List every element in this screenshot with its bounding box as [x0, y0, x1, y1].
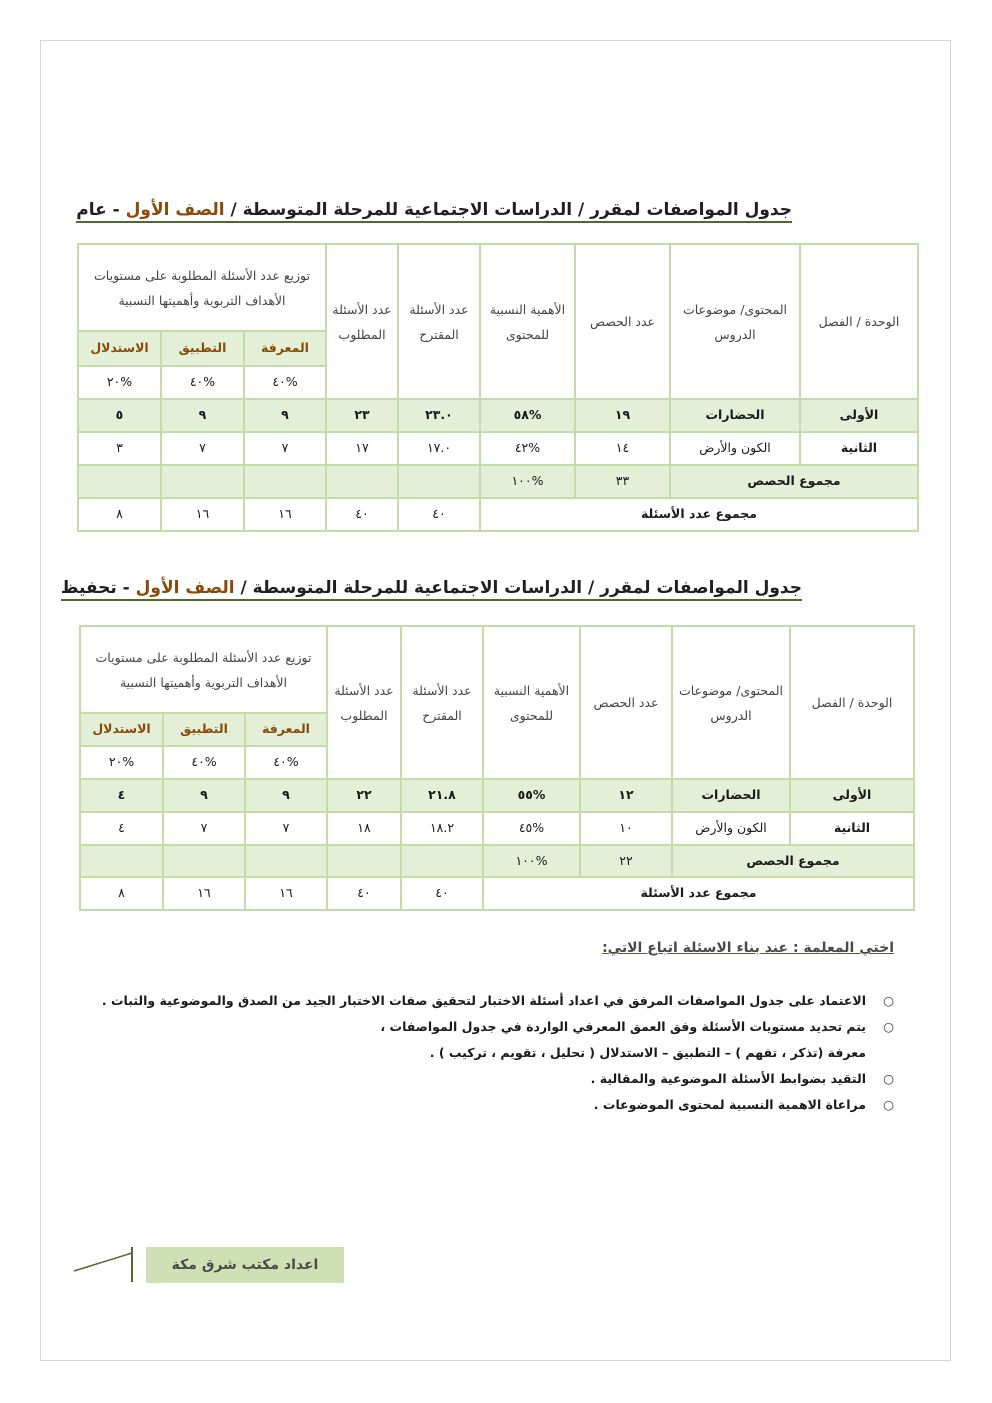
total-required: ٤٠	[327, 877, 401, 910]
table1-title: جدول المواصفات لمقرر / الدراسات الاجتماعية للمرحلة المتوسطة / الصف الأول - عام	[76, 200, 792, 223]
level-application: التطبيق	[163, 713, 245, 746]
header-proposed: عدد الأسئلة المقترح	[401, 626, 483, 779]
row-importance: ٤٢%	[480, 432, 575, 465]
total-periods-row	[78, 465, 918, 498]
header-proposed: عدد الأسئلة المقترح	[398, 244, 480, 399]
list-item	[94, 1092, 894, 1118]
row-application: ٧	[163, 812, 245, 845]
empty-cell	[398, 465, 480, 498]
empty-cell	[161, 465, 244, 498]
row-required: ١٨	[327, 812, 401, 845]
header-importance: الأهمية النسبية للمحتوى	[483, 626, 580, 779]
note-text: مراعاة الاهمية النسبية لمحتوى الموضوعات .	[593, 1097, 866, 1112]
row-importance: ٥٨%	[480, 399, 575, 432]
header-distribution: توزيع عدد الأسئلة المطلوبة على مستويات الأهداف التربوية وأهميتها النسبية	[78, 244, 326, 331]
level-application-pct: ٤٠%	[163, 746, 245, 779]
total-periods: ٢٢	[580, 845, 672, 877]
row-unit: الأولى	[790, 779, 914, 812]
row-periods: ١٩	[575, 399, 670, 432]
bullet-icon: ○	[883, 1019, 894, 1034]
empty-cell	[80, 845, 163, 877]
row-proposed: ٢٣.٠	[398, 399, 480, 432]
notes-title: اختي المعلمة : عند بناء الاسئلة اتباع الاتي:	[602, 940, 894, 956]
level-reasoning-pct: ٢٠%	[78, 366, 161, 399]
row-content: الحضارات	[672, 779, 790, 812]
empty-cell	[245, 845, 327, 877]
header-unit: الوحدة / الفصل	[790, 626, 914, 779]
footer-label: اعداد مكتب شرق مكة	[146, 1247, 344, 1283]
row-content: الحضارات	[670, 399, 800, 432]
total-reasoning: ٨	[80, 877, 163, 910]
row-unit: الثانية	[790, 812, 914, 845]
total-periods: ٣٣	[575, 465, 670, 498]
header-content: المحتوى/ موضوعات الدروس	[670, 244, 800, 399]
footer-decoration	[72, 1244, 136, 1284]
empty-cell	[163, 845, 245, 877]
total-proposed: ٤٠	[401, 877, 483, 910]
total-knowledge: ١٦	[245, 877, 327, 910]
total-questions-label: مجموع عدد الأسئلة	[483, 877, 914, 910]
table-row	[80, 812, 914, 845]
total-questions-label: مجموع عدد الأسئلة	[480, 498, 918, 531]
row-application: ٩	[163, 779, 245, 812]
header-required: عدد الأسئلة المطلوب	[326, 244, 398, 399]
header-distribution: توزيع عدد الأسئلة المطلوبة على مستويات الأهداف التربوية وأهميتها النسبية	[80, 626, 327, 713]
bullet-icon: ○	[883, 993, 894, 1008]
list-item-continuation	[94, 1040, 894, 1066]
list-item	[94, 1066, 894, 1092]
note-text: يتم تحديد مستويات الأسئلة وفق العمق المعرفي الواردة في جدول المواصفات ،	[380, 1019, 866, 1034]
table-row	[78, 399, 918, 432]
total-importance: ١٠٠%	[480, 465, 575, 498]
row-required: ٢٣	[326, 399, 398, 432]
total-knowledge: ١٦	[244, 498, 326, 531]
row-application: ٩	[161, 399, 244, 432]
table2-title: جدول المواصفات لمقرر / الدراسات الاجتماعية للمرحلة المتوسطة / الصف الأول - تحفيظ	[61, 578, 802, 601]
row-content: الكون والأرض	[670, 432, 800, 465]
row-content: الكون والأرض	[672, 812, 790, 845]
row-proposed: ١٨.٢	[401, 812, 483, 845]
row-periods: ١٠	[580, 812, 672, 845]
total-reasoning: ٨	[78, 498, 161, 531]
empty-cell	[326, 465, 398, 498]
bullet-icon: ○	[883, 1097, 894, 1112]
level-knowledge: المعرفة	[244, 331, 326, 366]
row-knowledge: ٧	[245, 812, 327, 845]
total-required: ٤٠	[326, 498, 398, 531]
note-text: معرفة (تذكر ، تفهم ) – التطبيق – الاستدلال ( تحليل ، تقويم ، تركيب ) .	[429, 1045, 866, 1060]
header-periods: عدد الحصص	[580, 626, 672, 779]
level-application-pct: ٤٠%	[161, 366, 244, 399]
note-text: التقيد بضوابط الأسئلة الموضوعية والمقالية .	[590, 1071, 866, 1086]
list-item	[94, 1014, 894, 1040]
level-reasoning-pct: ٢٠%	[80, 746, 163, 779]
spec-table-general	[77, 243, 919, 532]
header-required: عدد الأسئلة المطلوب	[327, 626, 401, 779]
table-row	[80, 779, 914, 812]
spec-table-tahfeez	[79, 625, 915, 911]
row-knowledge: ٩	[244, 399, 326, 432]
row-importance: ٥٥%	[483, 779, 580, 812]
row-knowledge: ٩	[245, 779, 327, 812]
row-periods: ١٤	[575, 432, 670, 465]
header-importance: الأهمية النسبية للمحتوى	[480, 244, 575, 399]
total-application: ١٦	[161, 498, 244, 531]
empty-cell	[327, 845, 401, 877]
header-periods: عدد الحصص	[575, 244, 670, 399]
row-knowledge: ٧	[244, 432, 326, 465]
table-row	[78, 432, 918, 465]
row-required: ٢٢	[327, 779, 401, 812]
total-periods-label: مجموع الحصص	[670, 465, 918, 498]
row-reasoning: ٣	[78, 432, 161, 465]
row-reasoning: ٤	[80, 779, 163, 812]
row-required: ١٧	[326, 432, 398, 465]
level-knowledge-pct: ٤٠%	[245, 746, 327, 779]
total-questions-row	[78, 498, 918, 531]
notes-list	[94, 988, 894, 1118]
row-application: ٧	[161, 432, 244, 465]
empty-cell	[401, 845, 483, 877]
empty-cell	[244, 465, 326, 498]
row-unit: الثانية	[800, 432, 918, 465]
level-knowledge-pct: ٤٠%	[244, 366, 326, 399]
level-reasoning: الاستدلال	[78, 331, 161, 366]
total-periods-label: مجموع الحصص	[672, 845, 914, 877]
row-periods: ١٢	[580, 779, 672, 812]
row-proposed: ١٧.٠	[398, 432, 480, 465]
level-reasoning: الاستدلال	[80, 713, 163, 746]
total-periods-row	[80, 845, 914, 877]
row-unit: الأولى	[800, 399, 918, 432]
row-reasoning: ٥	[78, 399, 161, 432]
note-text: الاعتماد على جدول المواصفات المرفق في اعداد أسئلة الاختبار لتحقيق صفات الاختبار الجيد من الصدق والموضوعية والثبات .	[101, 993, 866, 1008]
level-application: التطبيق	[161, 331, 244, 366]
list-item	[94, 988, 894, 1014]
total-proposed: ٤٠	[398, 498, 480, 531]
header-unit: الوحدة / الفصل	[800, 244, 918, 399]
total-importance: ١٠٠%	[483, 845, 580, 877]
row-reasoning: ٤	[80, 812, 163, 845]
level-knowledge: المعرفة	[245, 713, 327, 746]
total-application: ١٦	[163, 877, 245, 910]
row-proposed: ٢١.٨	[401, 779, 483, 812]
bullet-icon: ○	[883, 1071, 894, 1086]
empty-cell	[78, 465, 161, 498]
row-importance: ٤٥%	[483, 812, 580, 845]
total-questions-row	[80, 877, 914, 910]
header-content: المحتوى/ موضوعات الدروس	[672, 626, 790, 779]
